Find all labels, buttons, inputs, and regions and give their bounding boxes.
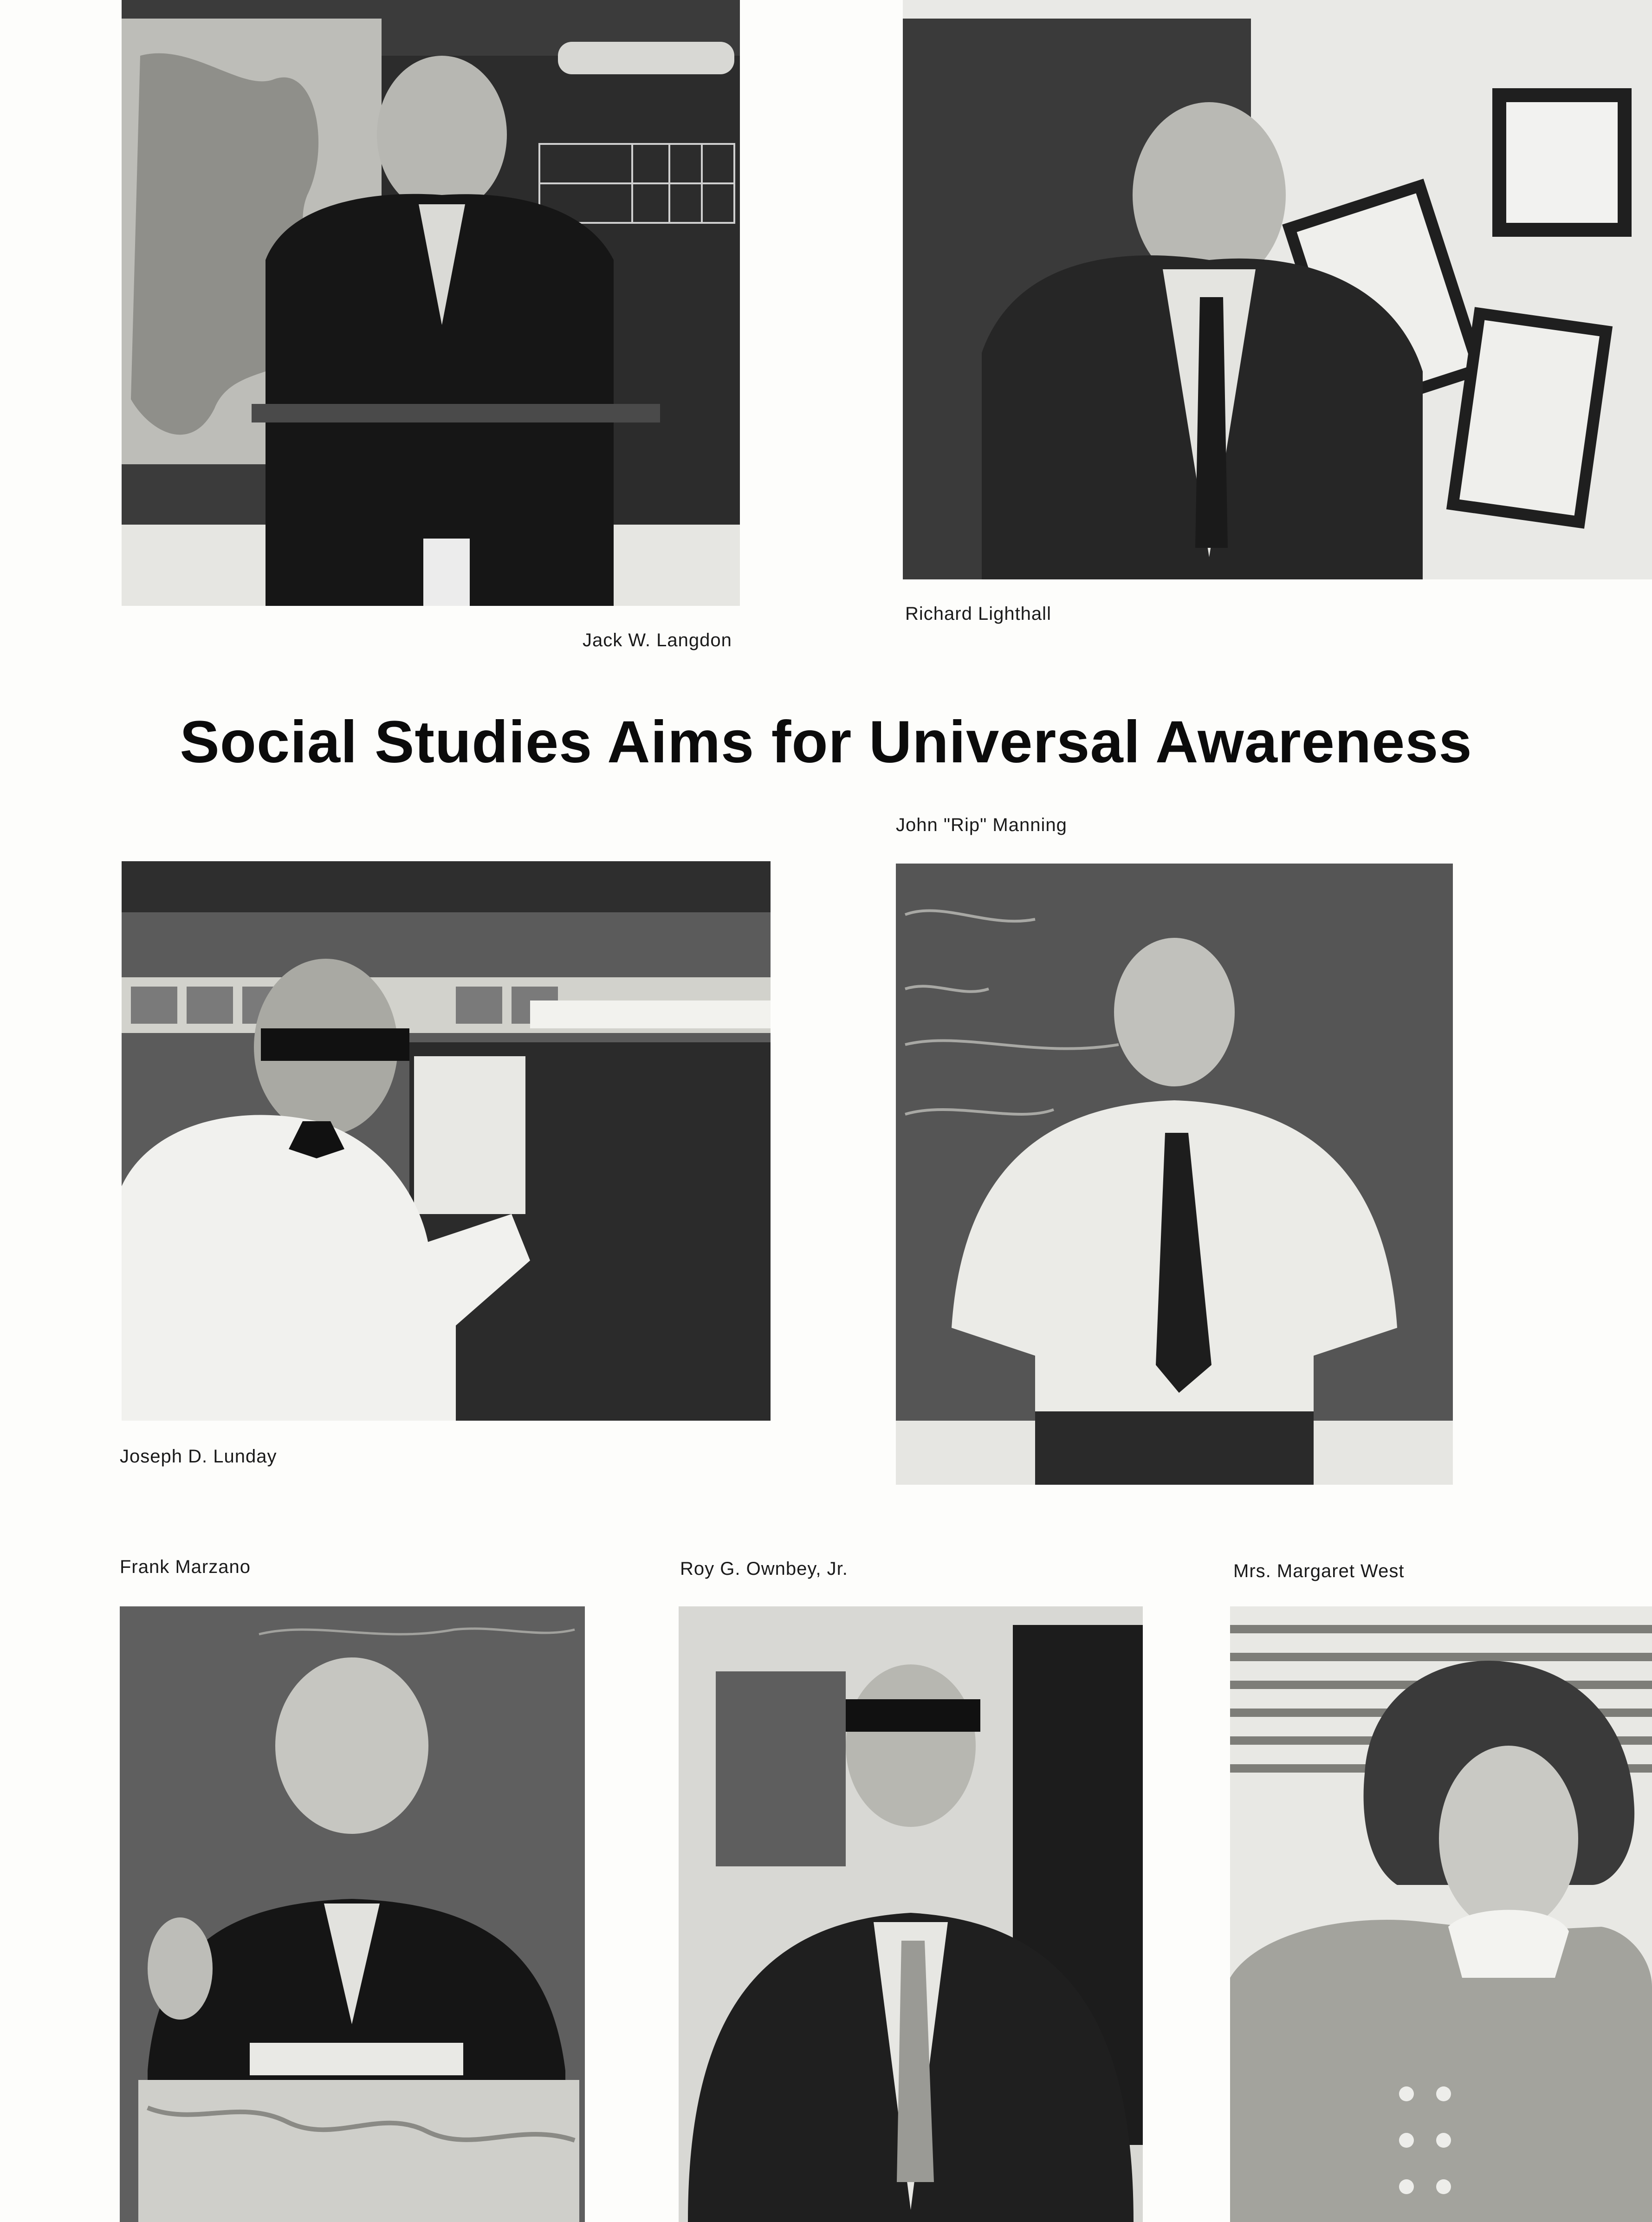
caption-roy-ownbey: Roy G. Ownbey, Jr. [680, 1559, 848, 1579]
caption-frank-marzano: Frank Marzano [120, 1557, 251, 1577]
caption-richard-lighthall: Richard Lighthall [905, 604, 1051, 624]
photo-roy-ownbey [679, 1606, 1143, 2222]
photo-john-manning [896, 864, 1453, 1485]
page-headline: Social Studies Aims for Universal Awareness [180, 709, 1472, 775]
caption-joseph-lunday: Joseph D. Lunday [120, 1446, 277, 1467]
photo-jack-langdon [122, 0, 740, 606]
photo-margaret-west [1230, 1606, 1652, 2222]
photo-joseph-lunday [122, 861, 771, 1421]
photo-frank-marzano [120, 1606, 585, 2222]
photo-richard-lighthall [903, 0, 1652, 579]
caption-john-manning: John "Rip" Manning [896, 815, 1067, 835]
caption-jack-langdon: Jack W. Langdon [583, 630, 732, 650]
caption-margaret-west: Mrs. Margaret West [1233, 1561, 1405, 1581]
